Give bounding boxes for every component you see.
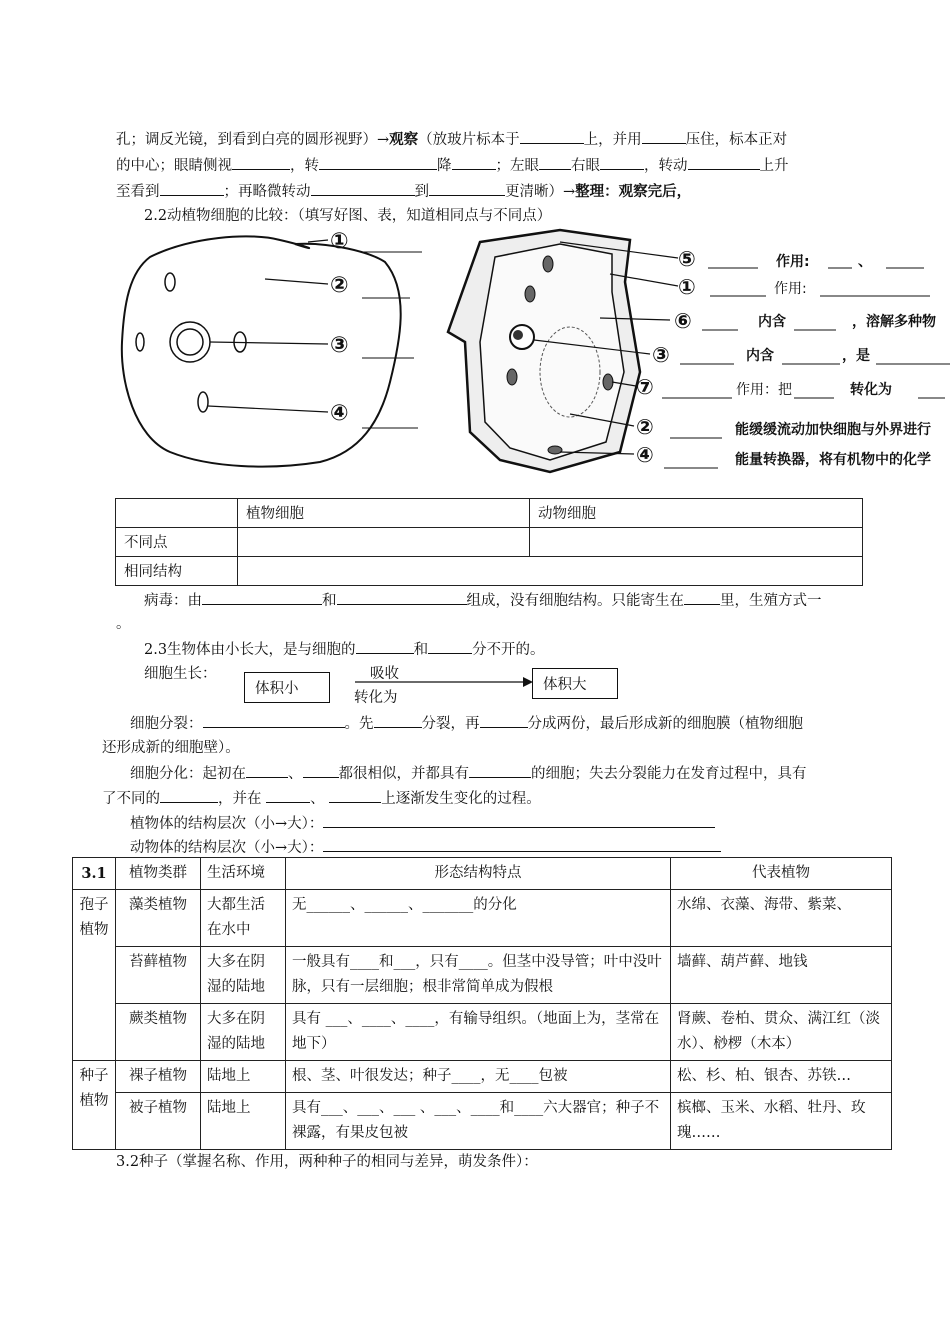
volume-small-box: 体积小 xyxy=(244,672,330,703)
header-animal-cell: 动物细胞 xyxy=(530,499,863,528)
plant-label-5-sep: 、 xyxy=(858,254,872,270)
cell-division-line-2: 还形成新的细胞壁）。 xyxy=(102,740,240,756)
table-row-name: 被子植物 xyxy=(116,1093,201,1150)
text-line-2: 的中心；眼睛侧视 ，转 降 ；左眼 右眼 ，转动 上升 xyxy=(116,154,789,175)
table-row-examples: 槟榔、玉米、水稻、牡丹、玫瑰…… xyxy=(671,1093,892,1150)
header-section: 3.1 xyxy=(73,858,116,890)
plant-label-7-desc: 转化为 xyxy=(850,382,892,398)
plant-label-1: ① xyxy=(678,275,696,299)
text-line-1: 孔；调反光镜，到看到白亮的圆形视野）→观察（放玻片标本于 上，并用 压住，标本正对 xyxy=(116,131,788,148)
group-seed-plants: 种子植物 xyxy=(73,1061,116,1150)
plant-label-1-role: 作用: xyxy=(774,281,807,297)
table-row-examples: 松、杉、柏、银杏、苏铁… xyxy=(671,1061,892,1093)
cell-comparison-table xyxy=(115,498,863,586)
plant-label-3-content: 内含 xyxy=(746,348,774,364)
animal-cell-diagram xyxy=(110,222,430,482)
table-row-features: 根、茎、叶很发达；种子____，无____包被 xyxy=(286,1061,671,1093)
plant-label-6-desc: ，溶解多种物 xyxy=(852,314,936,330)
header-group: 植物类群 xyxy=(116,858,201,890)
table-row-env: 大多在阴湿的陆地 xyxy=(201,947,286,1004)
table-row-name: 蕨类植物 xyxy=(116,1004,201,1061)
plant-label-5: ⑤ xyxy=(678,247,696,271)
section-3-2: 3.2种子（掌握名称、作用，两种种子的相同与差异，萌发条件）： xyxy=(116,1154,538,1170)
plant-label-6-content: 内含 xyxy=(758,314,786,330)
section-2-2-heading: 2.2动植物细胞的比较：（填写好图、表，知道相同点与不同点） xyxy=(144,208,552,224)
virus-line-end: 。 xyxy=(116,616,131,632)
table-row-features: 具有 ___、____、____，有输导组织。（地面上为，茎常在地下） xyxy=(286,1004,671,1061)
plant-label-2-desc: 能缓缓流动加快细胞与外界进行 xyxy=(735,422,931,438)
header-examples: 代表植物 xyxy=(671,858,892,890)
plant-cell-diagram xyxy=(440,222,950,484)
table-row-env: 大多在阴湿的陆地 xyxy=(201,1004,286,1061)
table-row-env: 大都生活在水中 xyxy=(201,890,286,947)
plant-label-4: ④ xyxy=(636,443,654,467)
transform-label: 转化为 xyxy=(354,690,398,706)
table-row-features: 无______、______、_______的分化 xyxy=(286,890,671,947)
animal-label-3: ③ xyxy=(330,333,349,358)
animal-label-1: ① xyxy=(330,229,349,254)
plant-label-2: ② xyxy=(636,415,654,439)
cell-differentiation-line-2: 了不同的 ，并在 、 上逐渐发生变化的过程。 xyxy=(102,787,541,808)
animal-label-4: ④ xyxy=(330,401,349,426)
table-row-env: 陆地上 xyxy=(201,1061,286,1093)
table-row-name: 苔藓植物 xyxy=(116,947,201,1004)
animal-label-2: ② xyxy=(330,273,349,298)
virus-line: 病毒：由 和 组成，没有细胞结构。只能寄生在 里，生殖方式一 xyxy=(144,589,822,610)
table-row-examples: 水绵、衣藻、海带、紫菜、 xyxy=(671,890,892,947)
row-common: 相同结构 xyxy=(116,557,238,586)
volume-large-box: 体积大 xyxy=(532,668,618,699)
absorb-label: 吸收 xyxy=(370,666,399,682)
cell-differentiation-line: 细胞分化：起初在 、 都很相似，并都具有 的细胞；失去分裂能力在发育过程中，具有 xyxy=(130,762,807,783)
table-row-examples: 墙藓、葫芦藓、地钱 xyxy=(671,947,892,1004)
header-features: 形态结构特点 xyxy=(286,858,671,890)
cell-growth-label: 细胞生长： xyxy=(144,666,217,682)
animal-levels-line: 动物体的结构层次（小→大）： xyxy=(130,836,721,857)
plant-label-7-role: 作用：把 xyxy=(736,382,792,398)
table-row-features: 一般具有____和___，只有____。但茎中没导管；叶中没叶脉，只有一层细胞；根非常简单成为假根 xyxy=(286,947,671,1004)
header-plant-cell: 植物细胞 xyxy=(238,499,530,528)
header-habitat: 生活环境 xyxy=(201,858,286,890)
text-line-3: 至看到 ；再略微转动 到 更清晰）→整理：观察完后， xyxy=(116,183,692,200)
plant-label-3-desc: ，是 xyxy=(842,348,870,364)
plant-label-4-desc: 能量转换器，将有机物中的化学 xyxy=(735,452,931,468)
table-row-examples: 肾蕨、卷柏、贯众、满江红（淡水）、桫椤（木本） xyxy=(671,1004,892,1061)
table-row-features: 具有___、___、___ 、___、____和____六大器官；种子不裸露，有果皮包被 xyxy=(286,1093,671,1150)
plant-label-6: ⑥ xyxy=(674,309,692,333)
plant-label-5-role: 作用: xyxy=(776,254,810,270)
plant-levels-line: 植物体的结构层次（小→大）： xyxy=(130,812,715,833)
section-2-3: 2.3生物体由小长大，是与细胞的 和 分不开的。 xyxy=(144,638,545,659)
plant-label-3: ③ xyxy=(652,343,670,367)
plant-groups-table xyxy=(72,857,892,1150)
plant-label-7: ⑦ xyxy=(636,375,654,399)
table-row-name: 裸子植物 xyxy=(116,1061,201,1093)
table-row-name: 藻类植物 xyxy=(116,890,201,947)
cell-division-line: 细胞分裂： 。先 分裂，再 分成两份，最后形成新的细胞膜（植物细胞 xyxy=(130,712,803,733)
row-differences: 不同点 xyxy=(116,528,238,557)
group-spore-plants: 孢子植物 xyxy=(73,890,116,1061)
table-row-env: 陆地上 xyxy=(201,1093,286,1150)
